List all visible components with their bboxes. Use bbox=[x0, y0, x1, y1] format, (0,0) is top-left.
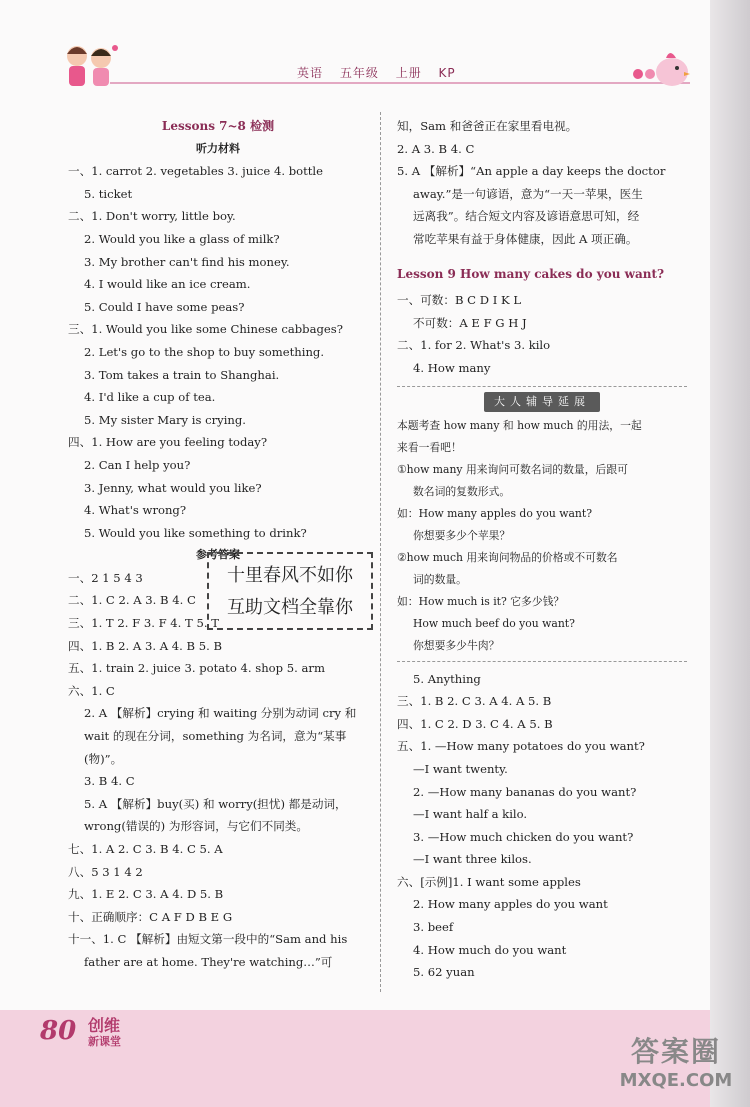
grade-label: 五年级 bbox=[339, 66, 379, 80]
text-line: 4. What's wrong? bbox=[84, 503, 187, 518]
page-header bbox=[0, 0, 710, 100]
bird-illustration-icon bbox=[630, 44, 690, 92]
section-title: Lessons 7~8 检测 bbox=[161, 119, 275, 133]
text-line: 六、1. C bbox=[68, 683, 115, 698]
text-line: 二、1. for 2. What's 3. kilo bbox=[397, 338, 551, 353]
text-line: 一、可数：B C D I K L bbox=[397, 293, 522, 308]
subject-label: 英语 bbox=[297, 66, 324, 80]
text-line: (物)”。 bbox=[84, 751, 123, 766]
text-line: 十、正确顺序：C A F D B E G bbox=[68, 909, 233, 924]
answers-list bbox=[397, 115, 687, 251]
text-line: 八、5 3 1 4 2 bbox=[68, 864, 143, 879]
volume-label: 上册 bbox=[395, 66, 422, 80]
text-line: ②how much 用来询问物品的价格或不可数名 bbox=[397, 550, 618, 564]
edition-label: KP bbox=[438, 66, 456, 80]
text-line: 你想要多少个苹果？ bbox=[413, 528, 511, 542]
note-heading: 大人辅导延展 bbox=[484, 392, 600, 412]
text-line: 词的数量。 bbox=[413, 572, 467, 586]
text-line: 3. My brother can't find his money. bbox=[84, 254, 290, 269]
header-rule bbox=[110, 82, 690, 84]
text-line: 知，Sam 和爸爸正在家里看电视。 bbox=[397, 119, 578, 133]
text-line: father are at home. They're watching…”可 bbox=[84, 954, 333, 969]
text-line: 2. Let's go to the shop to buy something. bbox=[84, 344, 325, 359]
brand-logo bbox=[88, 1018, 121, 1050]
text-line: 3. B 4. C bbox=[84, 774, 135, 789]
text-line: 5. My sister Mary is crying. bbox=[84, 412, 246, 427]
text-line: 来看一看吧！ bbox=[397, 440, 462, 454]
text-line: 数名词的复数形式。 bbox=[413, 484, 511, 498]
text-line: 3. Jenny, what would you like? bbox=[84, 480, 262, 495]
text-line: 你想要多少牛肉？ bbox=[413, 638, 500, 652]
text-line: 4. I'd like a cup of tea. bbox=[84, 390, 216, 405]
stamp-line: 互助文档全靠你 bbox=[227, 597, 353, 618]
text-line: 5. Could I have some peas? bbox=[84, 299, 245, 314]
text-line: 七、1. A 2. C 3. B 4. C 5. A bbox=[68, 842, 223, 856]
header-info bbox=[297, 64, 468, 81]
text-line: 本题考查 how many 和 how much 的用法，一起 bbox=[397, 418, 642, 432]
answers-list bbox=[397, 289, 687, 379]
stamp-line: 十里春风不如你 bbox=[227, 565, 353, 586]
text-line: 二、1. Don't worry, little boy. bbox=[68, 209, 236, 224]
text-line: 一、2 1 5 4 3 bbox=[68, 570, 143, 585]
text-line: 3. —How much chicken do you want? bbox=[413, 829, 634, 844]
text-line: 3. beef bbox=[413, 920, 454, 935]
answers-title: 参考答案 bbox=[196, 548, 240, 562]
text-line: 2. Would you like a glass of milk? bbox=[84, 231, 280, 246]
text-line: 5. Anything bbox=[413, 671, 481, 686]
text-line: 五、1. train 2. juice 3. potato 4. shop 5. arm bbox=[68, 661, 325, 676]
page-number: 80 bbox=[40, 1016, 77, 1046]
text-line: 二、1. C 2. A 3. B 4. C bbox=[68, 593, 196, 608]
text-line: away.”是一句谚语，意为“一天一苹果，医生 bbox=[413, 186, 643, 201]
text-line: 三、1. B 2. C 3. A 4. A 5. B bbox=[397, 694, 552, 709]
stamp bbox=[207, 552, 373, 630]
watermark bbox=[602, 1030, 750, 1107]
listening-list bbox=[68, 160, 368, 544]
text-line: 5. 62 yuan bbox=[413, 965, 475, 980]
text-line: 十一、1. C 【解析】由短文第一段中的“Sam and his bbox=[68, 932, 348, 947]
column-divider bbox=[380, 112, 381, 992]
text-line: 六、[示例]1. I want some apples bbox=[397, 874, 581, 889]
text-line: 九、1. E 2. C 3. A 4. D 5. B bbox=[68, 887, 224, 902]
lesson-title: Lesson 9 How many cakes do you want? bbox=[397, 266, 665, 281]
text-line: 如：How much is it? 它多少钱？ bbox=[397, 594, 565, 608]
text-line: 3. Tom takes a train to Shanghai. bbox=[84, 367, 280, 382]
right-column bbox=[397, 115, 687, 984]
brand-line: 创维 bbox=[88, 1016, 121, 1035]
text-line: 三、1. Would you like some Chinese cabbages? bbox=[68, 322, 343, 337]
text-line: 五、1. —How many potatoes do you want? bbox=[397, 739, 645, 754]
text-line: 常吃苹果有益于身体健康，因此 A 项正确。 bbox=[413, 231, 638, 246]
text-line: 2. A 【解析】crying 和 waiting 分别为动词 cry 和 bbox=[84, 706, 357, 721]
text-line: ①how many 用来询问可数名词的数量，后跟可 bbox=[397, 462, 628, 476]
text-line: 2. Can I help you? bbox=[84, 457, 191, 472]
kids-illustration-icon bbox=[55, 40, 125, 95]
answers-list bbox=[397, 668, 687, 984]
text-line: 5. ticket bbox=[84, 186, 133, 201]
page-edge bbox=[710, 0, 750, 1107]
text-line: —I want half a kilo. bbox=[413, 807, 528, 822]
listening-title: 听力材料 bbox=[196, 141, 240, 155]
text-line: wrong(错误的) 为形容词，与它们不同类。 bbox=[84, 819, 308, 834]
note-list bbox=[397, 415, 687, 657]
text-line: 4. How much do you want bbox=[413, 942, 567, 957]
text-line: wait 的现在分词，something 为名词，意为“某事 bbox=[84, 729, 347, 744]
text-line: 四、1. C 2. D 3. C 4. A 5. B bbox=[397, 716, 553, 731]
text-line: How much beef do you want? bbox=[413, 616, 575, 630]
text-line: 远离我”。结合短文内容及谚语意思可知，经 bbox=[413, 209, 640, 224]
text-line: 一、1. carrot 2. vegetables 3. juice 4. bottle bbox=[68, 164, 323, 179]
watermark-text: 答案圈 bbox=[630, 1035, 721, 1068]
text-line: 4. I would like an ice cream. bbox=[84, 277, 251, 292]
text-line: 5. A 【解析】buy(买) 和 worry(担忧) 都是动词， bbox=[84, 796, 347, 811]
text-line: 5. Would you like something to drink? bbox=[84, 525, 307, 540]
text-line: 不可数：A E F G H J bbox=[413, 315, 527, 330]
text-line: —I want three kilos. bbox=[413, 852, 532, 867]
left-column bbox=[68, 115, 368, 974]
text-line: 4. How many bbox=[413, 360, 491, 375]
text-line: 2. —How many bananas do you want? bbox=[413, 784, 637, 799]
text-line: 5. A 【解析】“An apple a day keeps the doctor bbox=[397, 164, 666, 179]
text-line: 2. How many apples do you want bbox=[413, 897, 608, 912]
text-line: —I want twenty. bbox=[413, 761, 508, 776]
text-line: 2. A 3. B 4. C bbox=[397, 141, 475, 156]
text-line: 三、1. T 2. F 3. F 4. T 5. T bbox=[68, 616, 219, 631]
text-line: 如：How many apples do you want? bbox=[397, 506, 593, 520]
tutor-note bbox=[397, 386, 687, 662]
text-line: 四、1. How are you feeling today? bbox=[68, 435, 268, 450]
watermark-url: MXQE.COM bbox=[619, 1070, 733, 1091]
text-line: 四、1. B 2. A 3. A 4. B 5. B bbox=[68, 638, 222, 653]
brand-line: 新课堂 bbox=[88, 1035, 121, 1048]
